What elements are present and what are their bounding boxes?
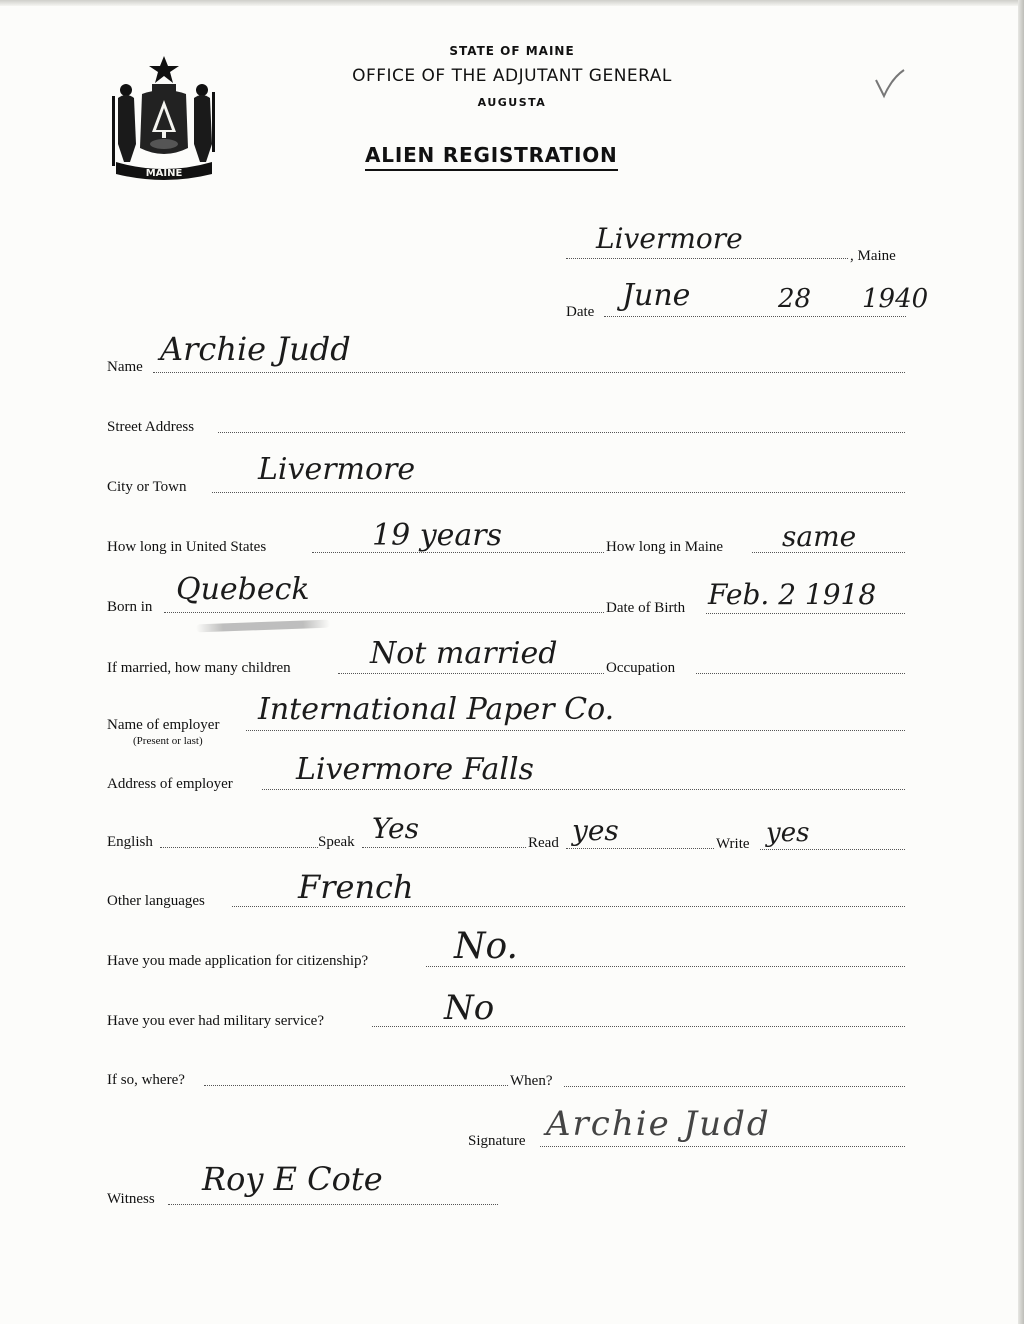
date-month-value[interactable]: June	[622, 278, 691, 313]
date-line	[604, 316, 906, 317]
signature-label: Signature	[468, 1133, 526, 1149]
date-label: Date	[566, 304, 595, 320]
children-label: If married, how many children	[107, 660, 291, 676]
town-line	[566, 258, 848, 259]
city-label: City or Town	[107, 479, 187, 495]
scan-edge-right	[1018, 0, 1024, 1324]
employer-value[interactable]: International Paper Co.	[258, 692, 615, 727]
date-of-birth-label: Date of Birth	[606, 600, 686, 616]
years-maine-label: How long in Maine	[606, 539, 724, 555]
english-line	[160, 847, 318, 848]
speak-label: Speak	[318, 834, 355, 850]
city-line	[212, 492, 905, 493]
name-label: Name	[107, 359, 143, 375]
occupation-line	[696, 673, 905, 674]
citizenship-value[interactable]: No.	[454, 926, 518, 967]
military-value[interactable]: No	[444, 988, 495, 1028]
office-heading: OFFICE OF THE ADJUTANT GENERAL	[352, 66, 672, 86]
birthplace-label: Born in	[107, 599, 153, 615]
date-of-birth-value[interactable]: Feb. 2 1918	[708, 578, 877, 611]
children-value[interactable]: Not married	[370, 636, 558, 671]
state-heading: STATE OF MAINE	[449, 44, 575, 58]
pencil-underline-mark	[196, 620, 330, 633]
witness-label: Witness	[107, 1191, 155, 1207]
read-value[interactable]: yes	[572, 814, 619, 847]
service-where-line	[204, 1085, 508, 1086]
military-label: Have you ever had military service?	[107, 1013, 324, 1029]
english-label: English	[107, 834, 153, 850]
employer-line	[246, 730, 905, 731]
scan-edge-top	[0, 0, 1024, 6]
witness-value[interactable]: Roy E Cote	[202, 1160, 383, 1198]
employer-address-value[interactable]: Livermore Falls	[296, 752, 534, 787]
date-of-birth-line	[706, 613, 905, 614]
children-line	[338, 673, 604, 674]
city-value[interactable]: Livermore	[258, 452, 416, 487]
employer-address-line	[262, 789, 905, 790]
other-languages-label: Other languages	[107, 893, 205, 909]
date-day-value[interactable]: 28	[778, 284, 812, 314]
speak-line	[362, 847, 526, 848]
checkmark-icon	[872, 66, 906, 100]
signature-value[interactable]: Archie Judd	[546, 1104, 771, 1144]
employer-sublabel: (Present or last)	[133, 735, 203, 747]
seal-banner-text: MAINE	[145, 168, 183, 179]
name-line	[153, 372, 905, 373]
citizenship-label: Have you made application for citizenship?	[107, 953, 369, 969]
write-value[interactable]: yes	[766, 818, 810, 848]
employer-address-label: Address of employer	[107, 776, 233, 792]
employer-label: Name of employer	[107, 717, 220, 733]
name-value[interactable]: Archie Judd	[160, 330, 351, 368]
other-languages-line	[232, 906, 905, 907]
occupation-label: Occupation	[606, 660, 676, 676]
date-year-value[interactable]: 1940	[862, 284, 929, 314]
years-us-label: How long in United States	[107, 539, 267, 555]
write-line	[760, 849, 905, 850]
years-maine-value[interactable]: same	[782, 520, 857, 553]
service-when-line	[564, 1086, 905, 1087]
town-state-label: , Maine	[850, 248, 896, 264]
street-address-line	[218, 432, 905, 433]
read-line	[566, 848, 714, 849]
years-us-value[interactable]: 19 years	[372, 518, 503, 553]
service-where-label: If so, where?	[107, 1072, 185, 1088]
service-when-label: When?	[510, 1073, 553, 1089]
town-value[interactable]: Livermore	[596, 222, 743, 255]
write-label: Write	[716, 836, 750, 852]
street-address-label: Street Address	[107, 419, 195, 435]
other-languages-value[interactable]: French	[298, 868, 414, 906]
form-title: ALIEN REGISTRATION	[365, 143, 618, 171]
read-label: Read	[528, 835, 559, 851]
birthplace-line	[164, 612, 604, 613]
signature-line	[540, 1146, 905, 1147]
witness-line	[168, 1204, 498, 1205]
city-heading: AUGUSTA	[477, 96, 547, 109]
speak-value[interactable]: Yes	[372, 812, 419, 845]
birthplace-value[interactable]: Quebeck	[176, 572, 310, 607]
